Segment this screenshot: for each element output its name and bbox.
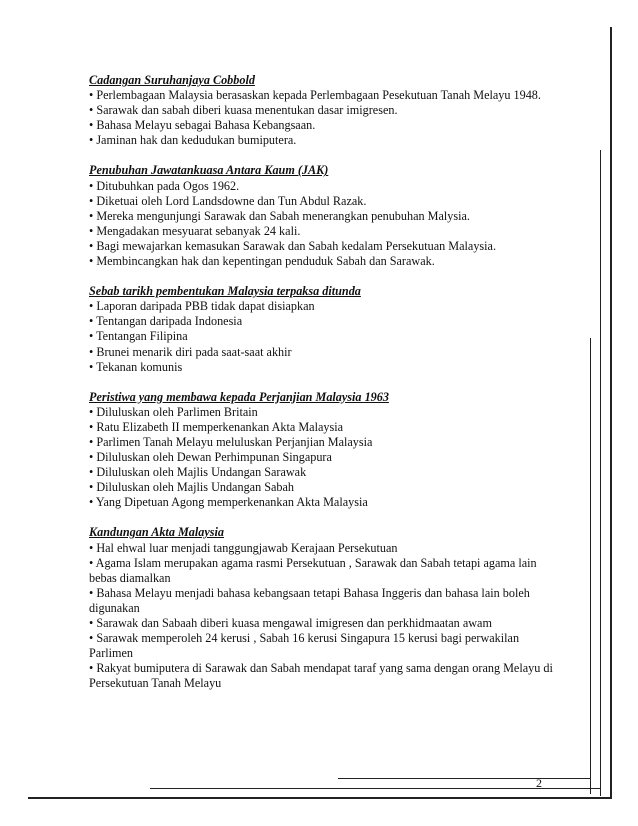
section-jak	[89, 163, 559, 269]
frame-bottom-inner-line	[150, 788, 601, 789]
document-body	[89, 73, 559, 706]
bullet-item: • Tentangan Filipina	[89, 329, 188, 344]
bullet-item: • Sarawak dan Sabaah diberi kuasa mengawal imigresen dan perkhidmaatan awam	[89, 616, 492, 630]
bullet-item: • Tentangan daripada Indonesia	[89, 314, 243, 329]
bullet-item: • Bahasa Melayu menjadi bahasa kebangsaan tetapi Bahasa Inggeris dan bahasa lain boleh digunakan	[89, 585, 530, 615]
bullet-item: • Rakyat bumiputera di Sarawak dan Sabah mendapat taraf yang sama dengan orang Melayu di Persekutuan Tanah Melayu	[89, 661, 553, 691]
frame-right-inner-line	[600, 150, 601, 796]
bullet-item: • Perlembagaan Malaysia berasaskan kepada Perlembagaan Pesekutuan Tanah Melayu 1948.	[89, 88, 541, 103]
bullet-item: • Brunei menarik diri pada saat-saat akhir	[89, 344, 292, 359]
frame-bottom-third-line	[338, 778, 591, 779]
bullet-item: • Ratu Elizabeth II memperkenankan Akta Malaysia	[89, 419, 344, 434]
bullet-item: • Sarawak dan sabah diberi kuasa menentukan dasar imigresen.	[89, 103, 398, 118]
section-agreement-1963	[89, 390, 559, 511]
bullet-item: • Diluluskan oleh Majlis Undangan Sarawak	[89, 465, 307, 480]
frame-bottom-outer-line	[28, 797, 612, 799]
bullet-item: • Bahasa Melayu sebagai Bahasa Kebangsaan.	[89, 118, 316, 133]
bullet-item: • Diketuai oleh Lord Landsdowne dan Tun Abdul Razak.	[89, 193, 367, 208]
frame-right-outer-line	[610, 27, 612, 798]
bullet-item: • Parlimen Tanah Melayu meluluskan Perjanjian Malaysia	[89, 434, 373, 449]
section-malaysia-act	[89, 525, 559, 691]
bullet-item: • Yang Dipetuan Agong memperkenankan Akta Malaysia	[89, 495, 368, 510]
section-postponement	[89, 284, 559, 375]
bullet-item: • Hal ehwal luar menjadi tanggungjawab Kerajaan Persekutuan	[89, 540, 398, 555]
bullet-item: • Tekanan komunis	[89, 359, 183, 374]
section-title: Peristiwa yang membawa kepada Perjanjian Malaysia 1963	[89, 389, 389, 404]
bullet-item: • Sarawak memperoleh 24 kerusi , Sabah 16 kerusi Singapura 15 kerusi bagi perwakilan Parlimen	[89, 631, 520, 661]
bullet-item: • Bagi mewajarkan kemasukan Sarawak dan Sabah kedalam Persekutuan Malaysia.	[89, 238, 496, 253]
frame-right-third-line	[590, 338, 591, 794]
section-title: Cadangan Suruhanjaya Cobbold	[89, 73, 255, 87]
bullet-item: • Mereka mengunjungi Sarawak dan Sabah menerangkan penubuhan Malysia.	[89, 208, 470, 223]
page-number: 2	[536, 776, 542, 790]
bullet-item: • Laporan daripada PBB tidak dapat disiapkan	[89, 299, 315, 314]
section-title: Penubuhan Jawatankuasa Antara Kaum (JAK)	[89, 163, 329, 178]
bullet-item: • Agama Islam merupakan agama rasmi Persekutuan , Sarawak dan Sabah tetapi agama lain bebas diamalkan	[89, 555, 537, 585]
bullet-item: • Diluluskan oleh Majlis Undangan Sabah	[89, 480, 294, 495]
section-cobbold	[89, 73, 559, 148]
bullet-item: • Jaminan hak dan kedudukan bumiputera.	[89, 133, 297, 148]
bullet-item: • Diluluskan oleh Dewan Perhimpunan Singapura	[89, 450, 332, 465]
bullet-item: • Mengadakan mesyuarat sebanyak 24 kali.	[89, 223, 301, 238]
section-title: Sebab tarikh pembentukan Malaysia terpaksa ditunda	[89, 284, 361, 299]
bullet-item: • Ditubuhkan pada Ogos 1962.	[89, 178, 240, 193]
bullet-item: • Diluluskan oleh Parlimen Britain	[89, 404, 258, 419]
section-title: Kandungan Akta Malaysia	[89, 525, 225, 540]
bullet-item: • Membincangkan hak dan kepentingan penduduk Sabah dan Sarawak.	[89, 254, 435, 269]
